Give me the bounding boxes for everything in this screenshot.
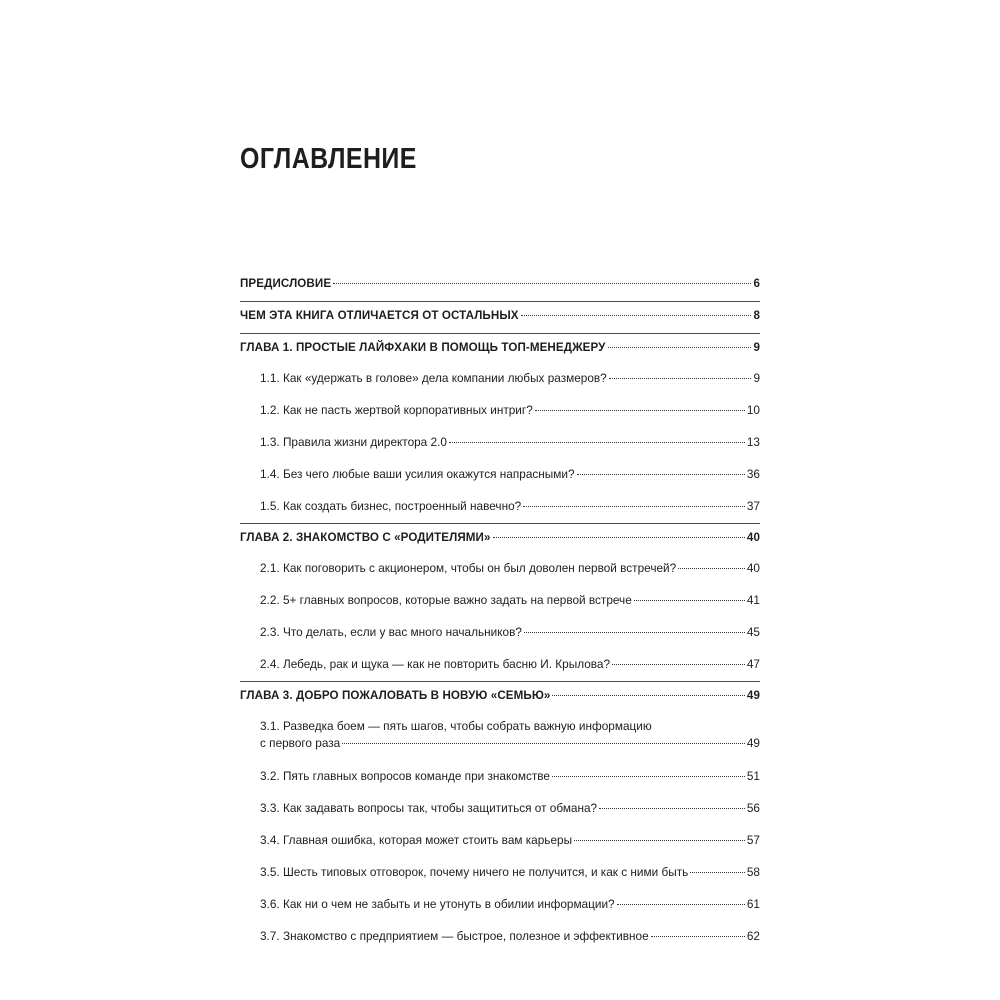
toc-entry-title: 1.5. Как создать бизнес, построенный навечно? — [260, 499, 522, 513]
toc-page-number: 8 — [753, 309, 760, 322]
toc-section-entry — [240, 396, 760, 428]
toc-section-entry — [240, 890, 760, 922]
toc-page-number: 58 — [746, 865, 760, 879]
toc-chapter-entry — [240, 302, 760, 334]
dot-leader — [493, 537, 745, 538]
dot-leader — [608, 347, 752, 348]
table-of-contents — [240, 270, 760, 954]
dot-leader — [577, 474, 745, 475]
toc-entry-title: 1.3. Правила жизни директора 2.0 — [260, 435, 447, 449]
dot-leader — [523, 506, 745, 507]
toc-page-number: 9 — [753, 371, 760, 385]
toc-section-entry — [240, 618, 760, 650]
toc-section-entry — [240, 762, 760, 794]
toc-page-number: 49 — [746, 689, 760, 702]
toc-entry-title: ГЛАВА 3. ДОБРО ПОЖАЛОВАТЬ В НОВУЮ «СЕМЬЮ» — [240, 689, 551, 702]
toc-page-number: 49 — [746, 736, 760, 750]
toc-section-entry — [240, 586, 760, 618]
toc-page-number: 10 — [746, 403, 760, 417]
toc-section-entry — [240, 922, 760, 954]
dot-leader — [449, 442, 745, 443]
toc-page-number: 37 — [746, 499, 760, 513]
toc-entry-title: ПРЕДИСЛОВИЕ — [240, 277, 332, 290]
toc-chapter-entry — [240, 270, 760, 302]
toc-section-entry — [240, 712, 760, 762]
dot-leader — [612, 664, 745, 665]
toc-entry-title: 2.4. Лебедь, рак и щука — как не повторить басню И. Крылова? — [260, 657, 611, 671]
toc-chapter-entry — [240, 682, 760, 714]
toc-entry-title: 1.4. Без чего любые ваши усилия окажутся напрасными? — [260, 467, 575, 481]
dot-leader — [609, 378, 752, 379]
toc-entry-title: 2.1. Как поговорить с акционером, чтобы он был доволен первой встречей? — [260, 561, 677, 575]
dot-leader — [552, 776, 745, 777]
dot-leader — [333, 283, 751, 284]
toc-entry-title: 3.4. Главная ошибка, которая может стоить вам карьеры — [260, 833, 573, 847]
toc-section-entry — [240, 492, 760, 524]
toc-section-entry — [240, 794, 760, 826]
toc-entry-title: 1.1. Как «удержать в голове» дела компании любых размеров? — [260, 371, 607, 385]
toc-entry-title: ГЛАВА 1. ПРОСТЫЕ ЛАЙФХАКИ В ПОМОЩЬ ТОП-МЕНЕДЖЕРУ — [240, 341, 606, 354]
toc-page-number: 6 — [753, 277, 760, 290]
toc-entry-title: 3.6. Как ни о чем не забыть и не утонуть в обилии информации? — [260, 897, 615, 911]
dot-leader — [552, 695, 744, 696]
toc-chapter-entry — [240, 524, 760, 556]
toc-page-number: 62 — [746, 929, 760, 943]
toc-page-number: 40 — [746, 531, 760, 544]
toc-entry-title: 3.7. Знакомство с предприятием — быстрое, полезное и эффективное — [260, 929, 649, 943]
toc-entry-title: 3.2. Пять главных вопросов команде при знакомстве — [260, 769, 550, 783]
toc-section-entry — [240, 858, 760, 890]
toc-entry-title: ЧЕМ ЭТА КНИГА ОТЛИЧАЕТСЯ ОТ ОСТАЛЬНЫХ — [240, 309, 519, 322]
toc-section-entry — [240, 826, 760, 858]
toc-entry-title: 2.3. Что делать, если у вас много начальников? — [260, 625, 522, 639]
dot-leader — [634, 600, 745, 601]
toc-section-entry — [240, 650, 760, 682]
toc-entry-title: 3.3. Как задавать вопросы так, чтобы защититься от обмана? — [260, 801, 598, 815]
toc-page-number: 61 — [746, 897, 760, 911]
dot-leader — [574, 840, 745, 841]
toc-page-number: 41 — [746, 593, 760, 607]
toc-page-number: 36 — [746, 467, 760, 481]
dot-leader — [617, 904, 745, 905]
toc-chapter-entry — [240, 334, 760, 366]
toc-page-number: 47 — [746, 657, 760, 671]
toc-page-number: 9 — [753, 341, 760, 354]
dot-leader — [599, 808, 745, 809]
toc-page-number: 56 — [746, 801, 760, 815]
dot-leader — [678, 568, 745, 569]
toc-page-number: 45 — [746, 625, 760, 639]
toc-page-number: 13 — [746, 435, 760, 449]
toc-entry-title: 2.2. 5+ главных вопросов, которые важно задать на первой встрече — [260, 593, 632, 607]
page-title: ОГЛАВЛЕНИЕ — [240, 143, 417, 175]
dot-leader — [535, 410, 745, 411]
toc-page-number: 51 — [746, 769, 760, 783]
toc-section-entry — [240, 554, 760, 586]
toc-entry-title-continued: с первого раза — [260, 736, 341, 750]
toc-entry-title: 3.1. Разведка боем — пять шагов, чтобы собрать важную информацию — [260, 719, 652, 733]
toc-section-entry — [240, 364, 760, 396]
dot-leader — [521, 315, 752, 316]
dot-leader — [651, 936, 745, 937]
toc-page-number: 40 — [746, 561, 760, 575]
toc-section-entry — [240, 460, 760, 492]
dot-leader — [690, 872, 745, 873]
dot-leader — [342, 743, 745, 744]
toc-entry-title: 1.2. Как не пасть жертвой корпоративных интриг? — [260, 403, 533, 417]
toc-entry-title: 3.5. Шесть типовых отговорок, почему ничего не получится, и как с ними быть — [260, 865, 689, 879]
toc-section-entry — [240, 428, 760, 460]
toc-page-number: 57 — [746, 833, 760, 847]
dot-leader — [524, 632, 745, 633]
toc-entry-title: ГЛАВА 2. ЗНАКОМСТВО С «РОДИТЕЛЯМИ» — [240, 531, 491, 544]
